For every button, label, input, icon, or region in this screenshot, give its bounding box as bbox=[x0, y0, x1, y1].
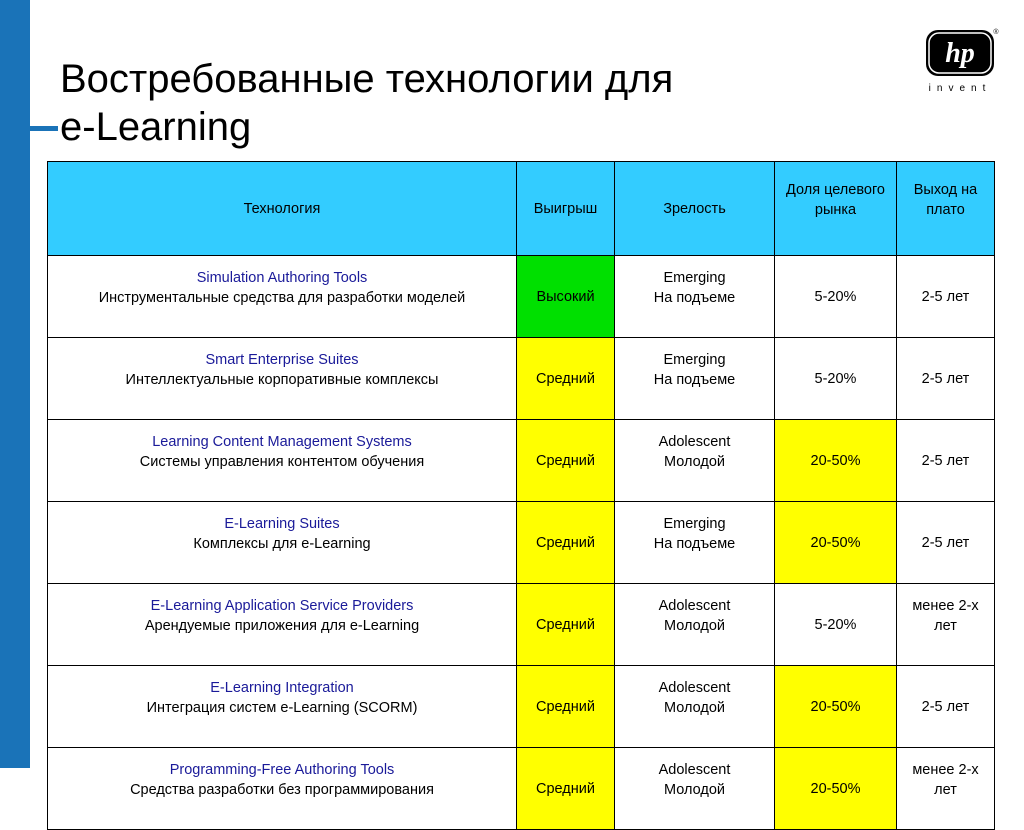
header-plateau: Выход на плато bbox=[897, 162, 995, 256]
table-row bbox=[48, 666, 995, 748]
tech-name-ru: Средства разработки без программирования bbox=[130, 782, 434, 798]
maturity-ru: Молодой bbox=[664, 782, 725, 798]
benefit-cell: Средний bbox=[517, 748, 615, 830]
table-row bbox=[48, 256, 995, 338]
header-market-share: Доля целевого рынка bbox=[775, 162, 897, 256]
tech-cell bbox=[48, 338, 517, 420]
maturity-cell bbox=[615, 256, 775, 338]
header-technology: Технология bbox=[48, 162, 517, 256]
maturity-en: Adolescent bbox=[658, 434, 731, 450]
tech-name-en: E-Learning Integration bbox=[210, 680, 354, 696]
table-header-row bbox=[48, 162, 995, 256]
hp-tagline: invent bbox=[928, 83, 992, 94]
tech-cell bbox=[48, 420, 517, 502]
slide-title-line2: e-Learning bbox=[60, 105, 252, 149]
tech-name-ru: Арендуемые приложения для e-Learning bbox=[144, 618, 420, 634]
header-maturity: Зрелость bbox=[615, 162, 775, 256]
plateau-cell: 2-5 лет bbox=[897, 666, 995, 748]
maturity-en: Adolescent bbox=[658, 680, 731, 696]
plateau-cell: 2-5 лет bbox=[897, 502, 995, 584]
maturity-en: Adolescent bbox=[658, 762, 731, 778]
share-cell: 20-50% bbox=[775, 502, 897, 584]
maturity-cell bbox=[615, 666, 775, 748]
benefit-cell: Средний bbox=[517, 666, 615, 748]
tech-name-en: Smart Enterprise Suites bbox=[205, 352, 359, 368]
table-row bbox=[48, 338, 995, 420]
table-row bbox=[48, 420, 995, 502]
tech-name-ru: Интеллектуальные корпоративные комплексы bbox=[125, 372, 439, 388]
tech-cell bbox=[48, 666, 517, 748]
table-row bbox=[48, 748, 995, 830]
tech-cell bbox=[48, 584, 517, 666]
benefit-cell: Средний bbox=[517, 584, 615, 666]
maturity-ru: Молодой bbox=[664, 454, 725, 470]
tech-name-ru: Комплексы для e-Learning bbox=[193, 536, 371, 552]
maturity-cell bbox=[615, 338, 775, 420]
table-row bbox=[48, 584, 995, 666]
tech-name-ru: Интеграция систем e-Learning (SCORM) bbox=[146, 700, 418, 716]
tech-name-en: E-Learning Application Service Providers bbox=[150, 598, 414, 614]
technology-table bbox=[47, 161, 995, 830]
share-cell: 5-20% bbox=[775, 584, 897, 666]
hp-logo-icon bbox=[920, 28, 1000, 98]
slide-title bbox=[60, 55, 673, 151]
benefit-cell: Средний bbox=[517, 502, 615, 584]
share-cell: 20-50% bbox=[775, 748, 897, 830]
plateau-cell: менее 2-х лет bbox=[897, 748, 995, 830]
maturity-cell bbox=[615, 584, 775, 666]
maturity-en: Emerging bbox=[663, 352, 726, 368]
registered-mark: ® bbox=[993, 29, 999, 36]
tech-cell bbox=[48, 256, 517, 338]
tech-cell bbox=[48, 502, 517, 584]
maturity-cell bbox=[615, 420, 775, 502]
left-accent-bar bbox=[0, 0, 30, 768]
left-accent-notch bbox=[0, 126, 58, 131]
share-cell: 20-50% bbox=[775, 666, 897, 748]
benefit-cell: Высокий bbox=[517, 256, 615, 338]
share-cell: 20-50% bbox=[775, 420, 897, 502]
benefit-cell: Средний bbox=[517, 338, 615, 420]
maturity-ru: На подъеме bbox=[653, 290, 736, 306]
plateau-cell: 2-5 лет bbox=[897, 338, 995, 420]
maturity-ru: Молодой bbox=[664, 700, 725, 716]
tech-name-ru: Системы управления контентом обучения bbox=[139, 454, 425, 470]
plateau-cell: 2-5 лет bbox=[897, 420, 995, 502]
hp-logo-mark: hp bbox=[945, 38, 975, 69]
benefit-cell: Средний bbox=[517, 420, 615, 502]
tech-name-en: Programming-Free Authoring Tools bbox=[169, 762, 395, 778]
maturity-ru: На подъеме bbox=[653, 372, 736, 388]
plateau-cell: 2-5 лет bbox=[897, 256, 995, 338]
share-cell: 5-20% bbox=[775, 338, 897, 420]
header-benefit: Выигрыш bbox=[517, 162, 615, 256]
maturity-ru: Молодой bbox=[664, 618, 725, 634]
slide-title-line1: Востребованные технологии для bbox=[60, 57, 674, 101]
maturity-en: Emerging bbox=[663, 270, 726, 286]
maturity-en: Emerging bbox=[663, 516, 726, 532]
share-cell: 5-20% bbox=[775, 256, 897, 338]
plateau-cell: менее 2-х лет bbox=[897, 584, 995, 666]
maturity-ru: На подъеме bbox=[653, 536, 736, 552]
tech-cell bbox=[48, 748, 517, 830]
maturity-en: Adolescent bbox=[658, 598, 731, 614]
tech-name-ru: Инструментальные средства для разработки моделей bbox=[98, 290, 466, 306]
table-row bbox=[48, 502, 995, 584]
maturity-cell bbox=[615, 748, 775, 830]
maturity-cell bbox=[615, 502, 775, 584]
tech-name-en: E-Learning Suites bbox=[224, 516, 340, 532]
tech-name-en: Simulation Authoring Tools bbox=[196, 270, 368, 286]
tech-name-en: Learning Content Management Systems bbox=[152, 434, 412, 450]
